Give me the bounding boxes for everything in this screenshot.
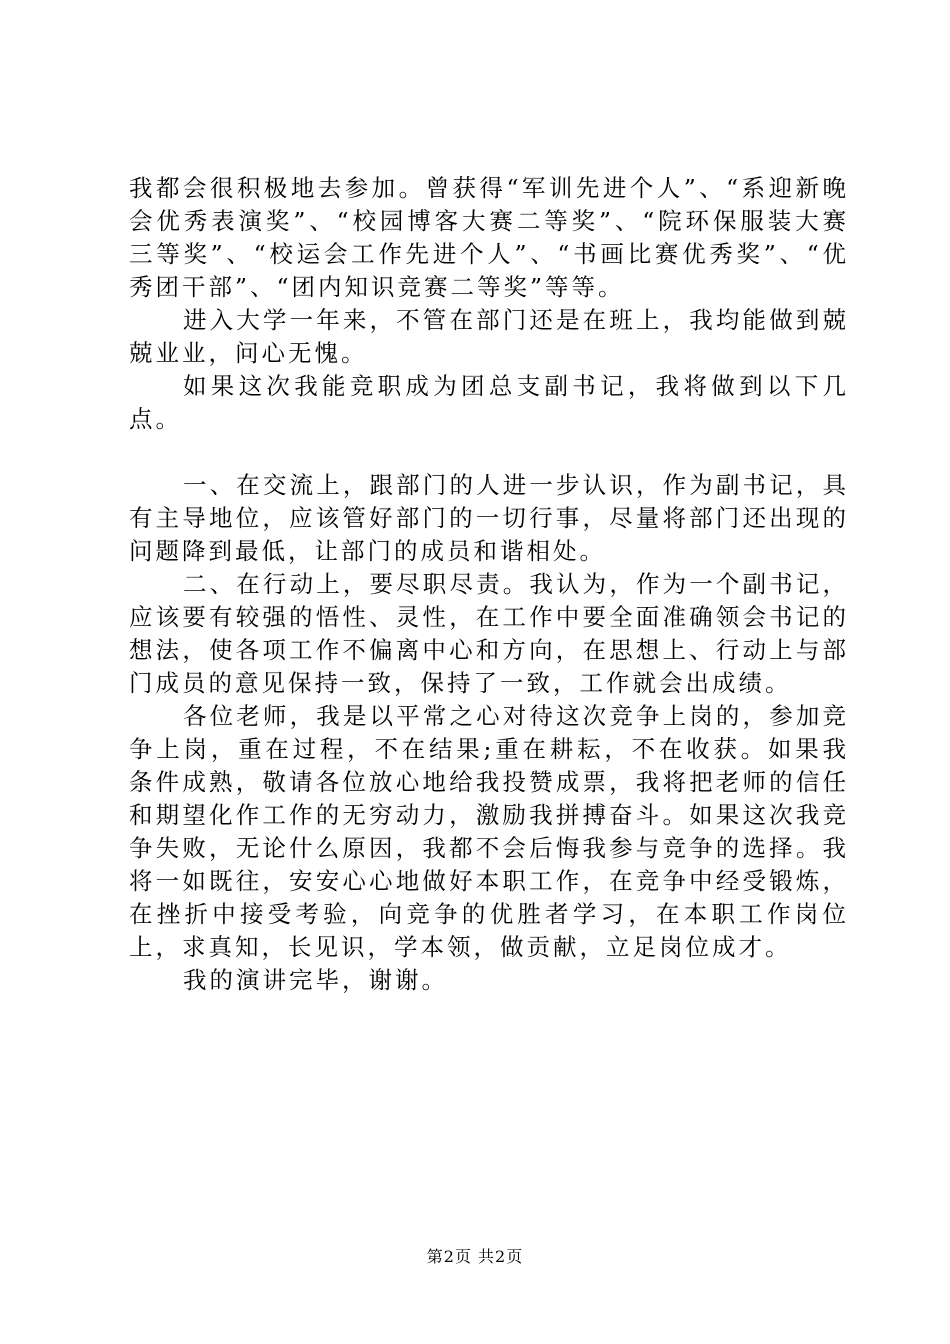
paragraph-point-two: 二、在行动上，要尽职尽责。我认为，作为一个副书记，应该要有较强的悟性、灵性，在工作中要全面准确领会书记的想法，使各项工作不偏离中心和方向，在思想上、行动上与部门成员的意见保持一致，保持了一致，工作就会出成绩。: [129, 570, 849, 697]
paragraph-intent: 如果这次我能竞职成为团总支副书记，我将做到以下几点。: [129, 372, 849, 433]
paragraph-awards: 我都会很积极地去参加。曾获得“军训先进个人”、“系迎新晚会优秀表演奖”、“校园博客大赛二等奖”、“院环保服装大赛三等奖”、“校运会工作先进个人”、“书画比赛优秀奖”、“优秀团干部”、“团内知识竞赛二等奖”等等。: [129, 174, 849, 301]
paragraph-point-one: 一、在交流上，跟部门的人进一步认识，作为副书记，具有主导地位，应该管好部门的一切行事，尽量将部门还出现的问题降到最低，让部门的成员和谐相处。: [129, 471, 849, 565]
page-number-footer: 第2页 共2页: [426, 1247, 524, 1266]
paragraph-closing-statement: 各位老师，我是以平常之心对待这次竞争上岗的，参加竞争上岗，重在过程，不在结果;重在耕耘，不在收获。如果我条件成熟，敬请各位放心地给我投赞成票，我将把老师的信任和期望化作工作的无穷动力，激励我拼搏奋斗。如果这次我竞争失败，无论什么原因，我都不会后悔我参与竞争的选择。我将一如既往，安安心心地做好本职工作，在竞争中经受锻炼，在挫折中接受考验，向竞争的优胜者学习，在本职工作岗位上，求真知，长见识，学本领，做贡献，立足岗位成才。: [129, 702, 849, 961]
paragraph-university-year: 进入大学一年来，不管在部门还是在班上，我均能做到兢兢业业，问心无愧。: [129, 306, 849, 367]
paragraph-thanks: 我的演讲完毕，谢谢。: [183, 966, 448, 994]
document-body: [129, 172, 849, 997]
